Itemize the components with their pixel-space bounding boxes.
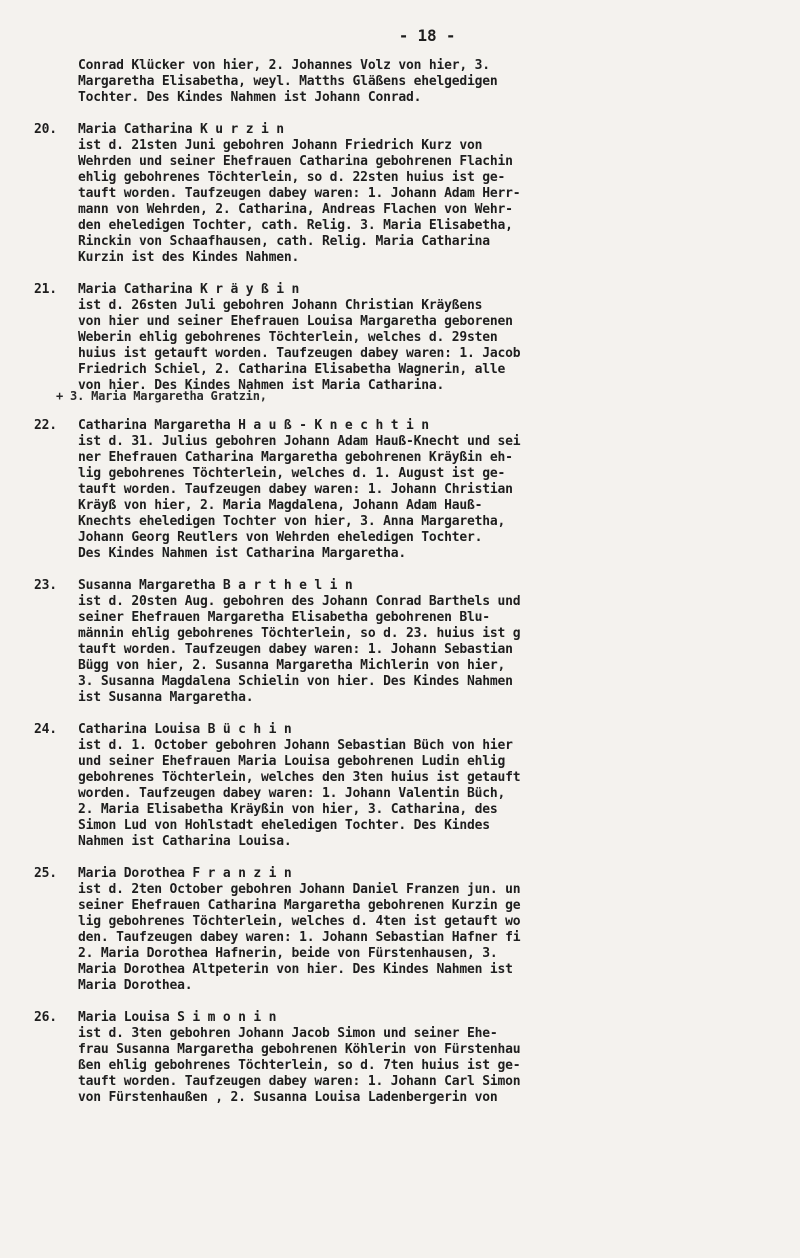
baptism-entry bbox=[34, 1010, 780, 1106]
entry-number: 24. bbox=[34, 722, 57, 737]
entry-child-name: Maria Dorothea F r a n z i n bbox=[78, 866, 292, 881]
entry-text-line: ner Ehefrauen Catharina Margaretha gebohrenen Kräyßin eh- bbox=[78, 450, 513, 465]
entry-text-line: lig gebohrenes Töchterlein, welches d. 1. August ist ge- bbox=[78, 466, 506, 481]
entry-number: 23. bbox=[34, 578, 57, 593]
intro-paragraph bbox=[34, 58, 780, 106]
entry-text-line: gebohrenes Töchterlein, welches den 3ten huius ist getauft bbox=[78, 770, 521, 785]
entry-text-line: tauft worden. Taufzeugen dabey waren: 1. Johann Sebastian bbox=[78, 642, 513, 657]
entry-text-line: tauft worden. Taufzeugen dabey waren: 1. Johann Christian bbox=[78, 482, 513, 497]
baptism-entry bbox=[34, 578, 780, 706]
entry-text-line: Wehrden und seiner Ehefrauen Catharina gebohrenen Flachin bbox=[78, 154, 513, 169]
entry-text-line: ßen ehlig gebohrenes Töchterlein, so d. 7ten huius ist ge- bbox=[78, 1058, 521, 1073]
entry-text-line: ist d. 21sten Juni gebohren Johann Friedrich Kurz von bbox=[78, 138, 483, 153]
intro-line: Tochter. Des Kindes Nahmen ist Johann Conrad. bbox=[78, 90, 422, 105]
entry-text-line: seiner Ehefrauen Margaretha Elisabetha gebohrenen Blu- bbox=[78, 610, 490, 625]
entry-text-line: Des Kindes Nahmen ist Catharina Margaretha. bbox=[78, 546, 406, 561]
entry-text-line: Maria Dorothea. bbox=[78, 978, 193, 993]
baptism-entries bbox=[34, 122, 780, 1106]
entry-text-line: Kräyß von hier, 2. Maria Magdalena, Johann Adam Hauß- bbox=[78, 498, 483, 513]
entry-text-line: Nahmen ist Catharina Louisa. bbox=[78, 834, 292, 849]
entry-text-line: von Fürstenhaußen , 2. Susanna Louisa Ladenbergerin von bbox=[78, 1090, 498, 1105]
entry-text-line: lig gebohrenes Töchterlein, welches d. 4ten ist getauft wo bbox=[78, 914, 521, 929]
entry-text-line: Rinckin von Schaafhausen, cath. Relig. Maria Catharina bbox=[78, 234, 490, 249]
entry-text-line: huius ist getauft worden. Taufzeugen dabey waren: 1. Jacob bbox=[78, 346, 521, 361]
entry-text-line: seiner Ehefrauen Catharina Margaretha gebohrenen Kurzin ge bbox=[78, 898, 521, 913]
entry-insertion-note: + 3. Maria Margaretha Gratzin, bbox=[56, 389, 267, 403]
entry-child-name: Maria Catharina K u r z i n bbox=[78, 122, 284, 137]
entry-text-line: ist Susanna Margaretha. bbox=[78, 690, 254, 705]
entry-child-name: Susanna Margaretha B a r t h e l i n bbox=[78, 578, 353, 593]
entry-text-line: den. Taufzeugen dabey waren: 1. Johann Sebastian Hafner fi bbox=[78, 930, 521, 945]
entry-child-name: Maria Catharina K r ä y ß i n bbox=[78, 282, 300, 297]
entry-text-line: Knechts eheledigen Tochter von hier, 3. Anna Margaretha, bbox=[78, 514, 506, 529]
baptism-entry bbox=[34, 866, 780, 994]
intro-line: Conrad Klücker von hier, 2. Johannes Volz von hier, 3. bbox=[78, 58, 490, 73]
entry-text-line: 3. Susanna Magdalena Schielin von hier. Des Kindes Nahmen bbox=[78, 674, 513, 689]
entry-number: 25. bbox=[34, 866, 57, 881]
entry-text-line: Bügg von hier, 2. Susanna Margaretha Michlerin von hier, bbox=[78, 658, 506, 673]
entry-text-line: tauft worden. Taufzeugen dabey waren: 1. Johann Adam Herr- bbox=[78, 186, 521, 201]
entry-text-line: Kurzin ist des Kindes Nahmen. bbox=[78, 250, 300, 265]
entry-text-line: ist d. 2ten October gebohren Johann Daniel Franzen jun. un bbox=[78, 882, 521, 897]
entry-number: 21. bbox=[34, 282, 57, 297]
entry-number: 22. bbox=[34, 418, 57, 433]
entry-child-name: Catharina Louisa B ü c h i n bbox=[78, 722, 292, 737]
entry-text-line: Johann Georg Reutlers von Wehrden eheledigen Tochter. bbox=[78, 530, 483, 545]
entry-text-line: 2. Maria Elisabetha Kräyßin von hier, 3. Catharina, des bbox=[78, 802, 498, 817]
baptism-entry bbox=[34, 122, 780, 266]
entry-text-line: Maria Dorothea Altpeterin von hier. Des Kindes Nahmen ist bbox=[78, 962, 513, 977]
entry-text-line: 2. Maria Dorothea Hafnerin, beide von Fürstenhausen, 3. bbox=[78, 946, 498, 961]
entry-text-line: ist d. 3ten gebohren Johann Jacob Simon und seiner Ehe- bbox=[78, 1026, 498, 1041]
entry-text-line: von hier und seiner Ehefrauen Louisa Margaretha geborenen bbox=[78, 314, 513, 329]
entry-text-line: von hier. Des Kindes Nahmen ist Maria Catharina. bbox=[78, 378, 445, 393]
entry-text-line: männin ehlig gebohrenes Töchterlein, so d. 23. huius ist g bbox=[78, 626, 521, 641]
entry-child-name: Catharina Margaretha H a u ß - K n e c h t i n bbox=[78, 418, 429, 433]
entry-text-line: den eheledigen Tochter, cath. Relig. 3. Maria Elisabetha, bbox=[78, 218, 513, 233]
entry-text-line: Weberin ehlig gebohrenes Töchterlein, welches d. 29sten bbox=[78, 330, 498, 345]
intro-line: Margaretha Elisabetha, weyl. Matths Gläßens ehelgedigen bbox=[78, 74, 498, 89]
entry-text-line: tauft worden. Taufzeugen dabey waren: 1. Johann Carl Simon bbox=[78, 1074, 521, 1089]
entry-text-line: ehlig gebohrenes Töchterlein, so d. 22sten huius ist ge- bbox=[78, 170, 506, 185]
entry-text-line: Friedrich Schiel, 2. Catharina Elisabetha Wagnerin, alle bbox=[78, 362, 506, 377]
entry-text-line: ist d. 1. October gebohren Johann Sebastian Büch von hier bbox=[78, 738, 513, 753]
page-number: - 18 - bbox=[398, 26, 456, 45]
entry-text-line: ist d. 26sten Juli gebohren Johann Christian Kräyßens bbox=[78, 298, 483, 313]
entry-text-line: worden. Taufzeugen dabey waren: 1. Johann Valentin Büch, bbox=[78, 786, 506, 801]
entry-text-line: Simon Lud von Hohlstadt eheledigen Tochter. Des Kindes bbox=[78, 818, 490, 833]
baptism-entry bbox=[34, 418, 780, 562]
baptism-entry bbox=[34, 722, 780, 850]
entry-number: 26. bbox=[34, 1010, 57, 1025]
entry-text-line: ist d. 31. Julius gebohren Johann Adam Hauß-Knecht und sei bbox=[78, 434, 521, 449]
entry-text-line: ist d. 20sten Aug. gebohren des Johann Conrad Barthels und bbox=[78, 594, 521, 609]
entry-text-line: und seiner Ehefrauen Maria Louisa gebohrenen Ludin ehlig bbox=[78, 754, 506, 769]
entry-text-line: frau Susanna Margaretha gebohrenen Köhlerin von Fürstenhau bbox=[78, 1042, 521, 1057]
entry-text-line: mann von Wehrden, 2. Catharina, Andreas Flachen von Wehr- bbox=[78, 202, 513, 217]
entry-child-name: Maria Louisa S i m o n i n bbox=[78, 1010, 277, 1025]
baptism-entry bbox=[34, 282, 780, 402]
entry-number: 20. bbox=[34, 122, 57, 137]
